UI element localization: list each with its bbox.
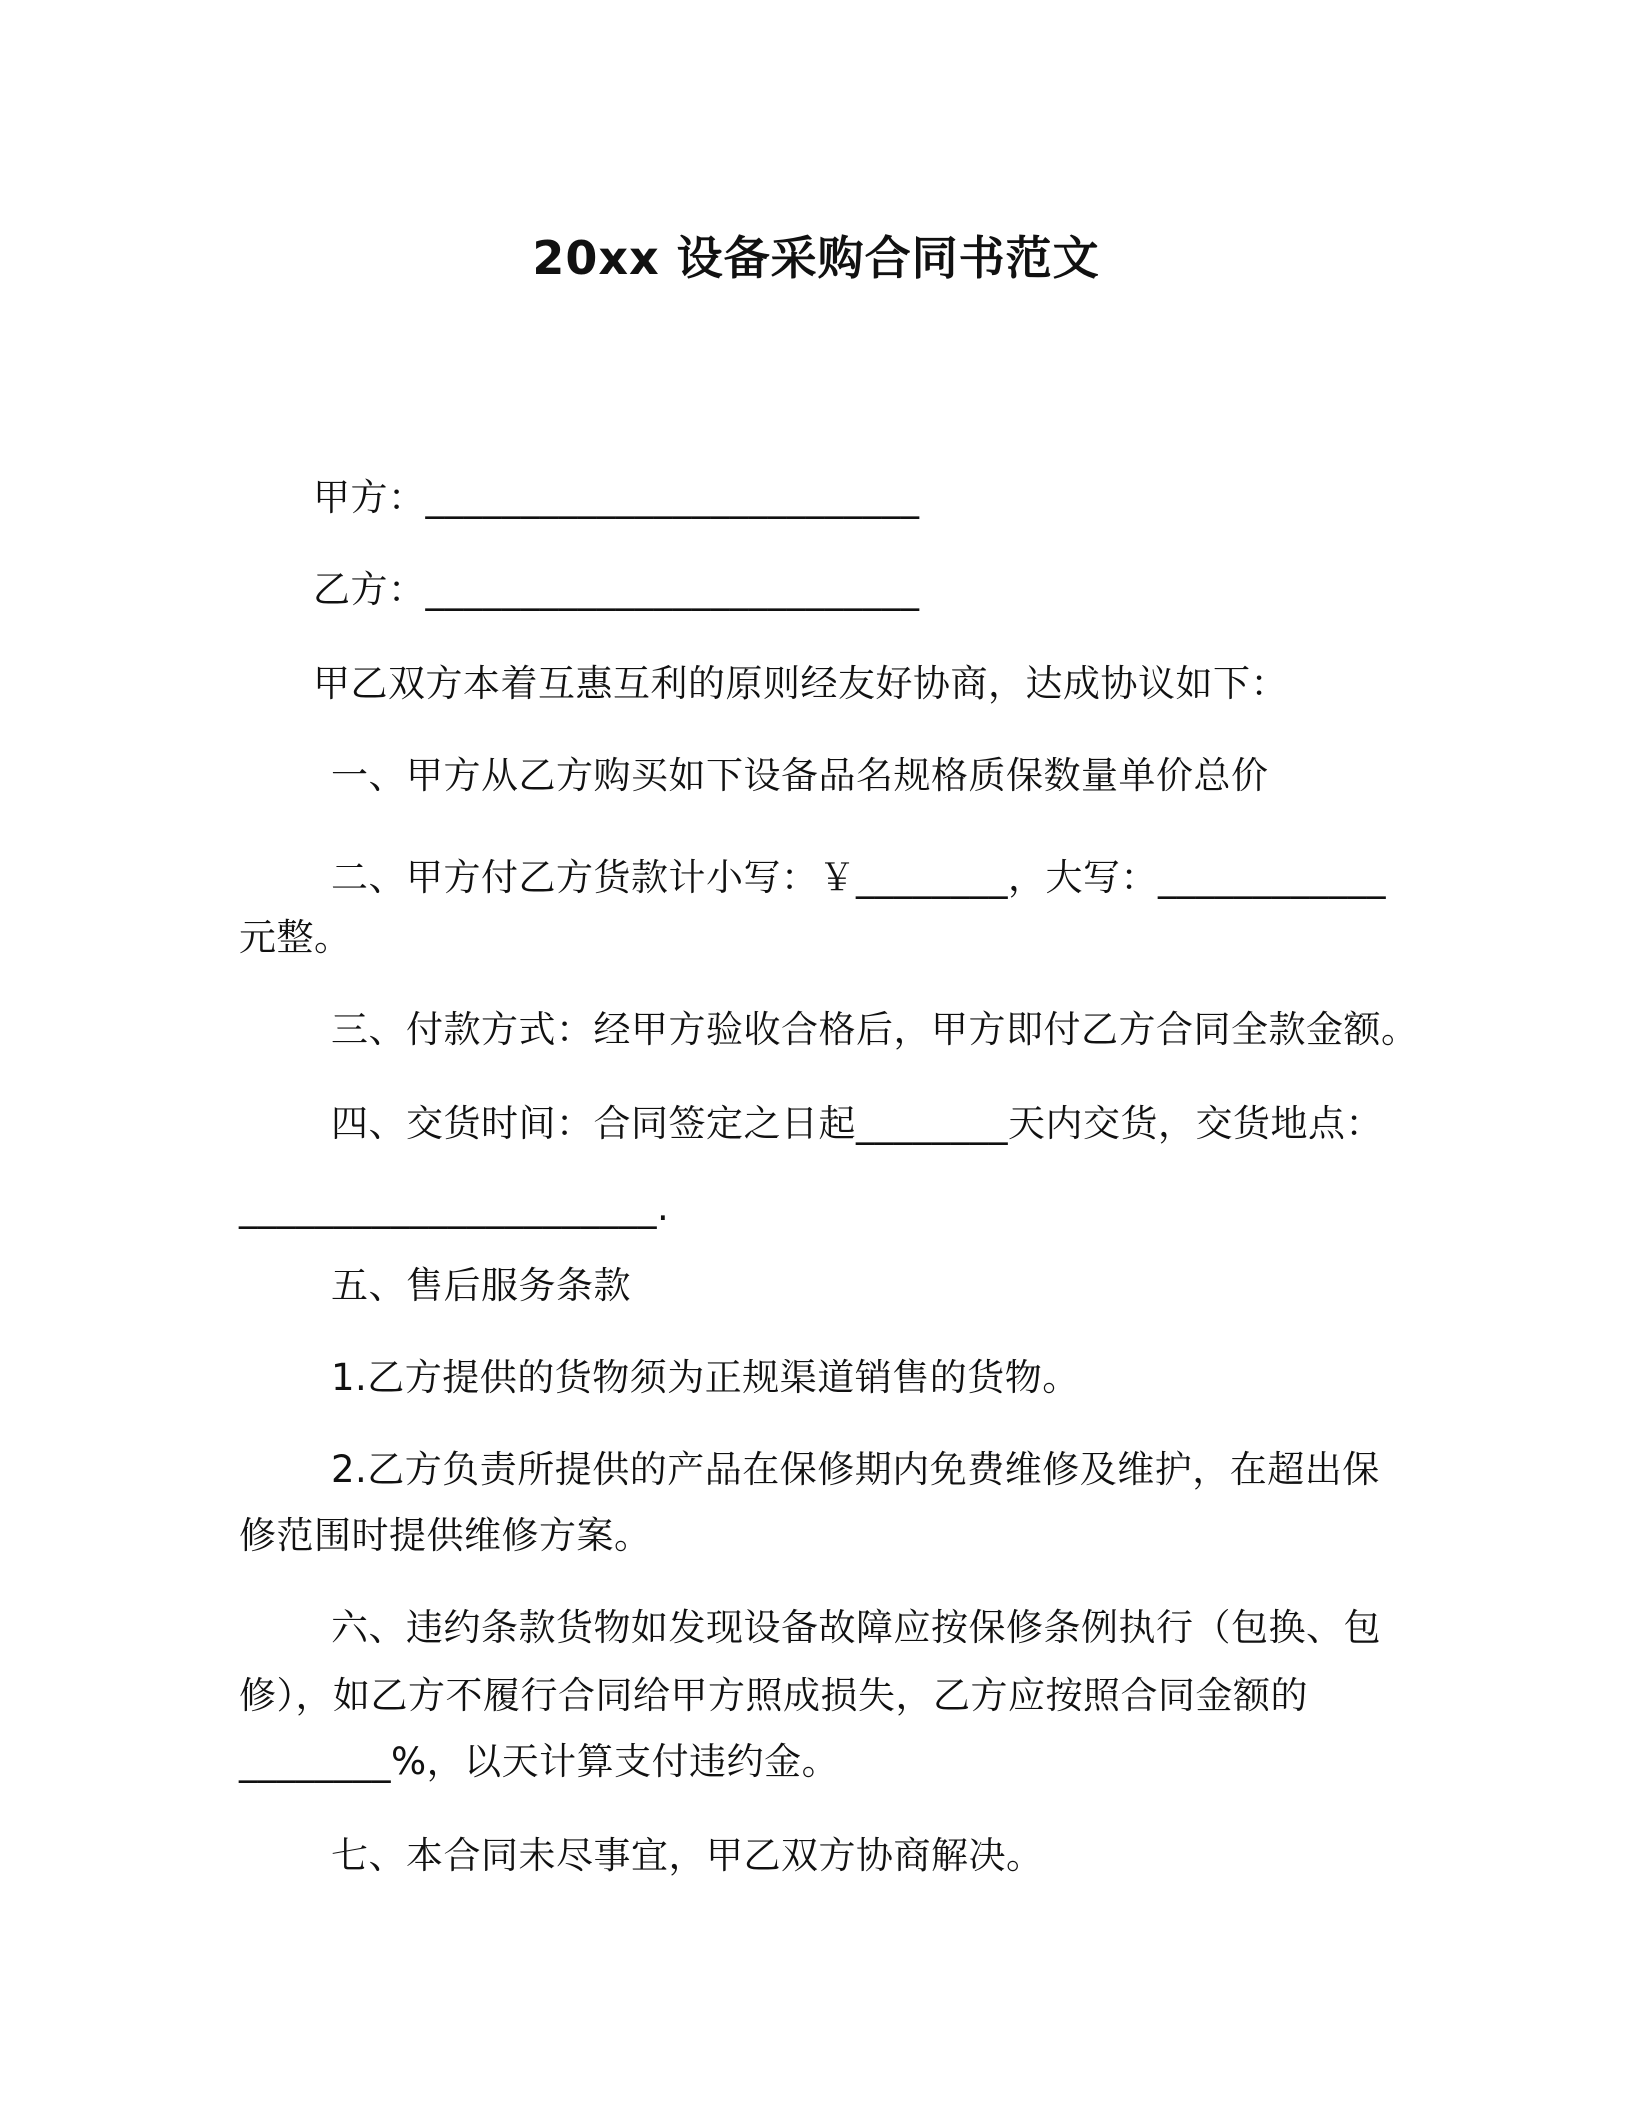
clause-2-line-2: 元整。 [239, 916, 352, 959]
clause-5-item-2-line-1: 2.乙方负责所提供的产品在保修期内免费维修及维护，在超出保 [331, 1448, 1380, 1491]
clause-1: 一、甲方从乙方购买如下设备品名规格质保数量单价总价 [331, 754, 1269, 797]
clause-2-line-1: 二、甲方付乙方货款计小写：￥________，大写：____________ [331, 856, 1386, 899]
clause-6-line-1: 六、违约条款货物如发现设备故障应按保修条例执行（包换、包 [331, 1606, 1381, 1649]
party-b-field: 乙方：__________________________ [313, 568, 920, 611]
clause-4-line-1: 四、交货时间：合同签定之日起________天内交货，交货地点： [331, 1102, 1383, 1145]
clause-6-line-2: 修），如乙方不履行合同给甲方照成损失，乙方应按照合同金额的 [239, 1674, 1308, 1717]
clause-5-item-1: 1.乙方提供的货物须为正规渠道销售的货物。 [331, 1356, 1080, 1399]
clause-3: 三、付款方式：经甲方验收合格后，甲方即付乙方合同全款金额。 [331, 1008, 1419, 1051]
clause-6-line-3: ________%，以天计算支付违约金。 [239, 1740, 840, 1783]
intro-paragraph: 甲乙双方本着互惠互利的原则经友好协商，达成协议如下： [313, 662, 1288, 705]
party-a-field: 甲方：__________________________ [313, 476, 920, 519]
clause-7: 七、本合同未尽事宜，甲乙双方协商解决。 [331, 1834, 1044, 1877]
clause-5-heading: 五、售后服务条款 [331, 1264, 631, 1307]
clause-5-item-2-line-2: 修范围时提供维修方案。 [239, 1514, 652, 1557]
document-title: 20xx 设备采购合同书范文 [532, 231, 1100, 285]
clause-4-line-2: ______________________. [239, 1186, 670, 1229]
